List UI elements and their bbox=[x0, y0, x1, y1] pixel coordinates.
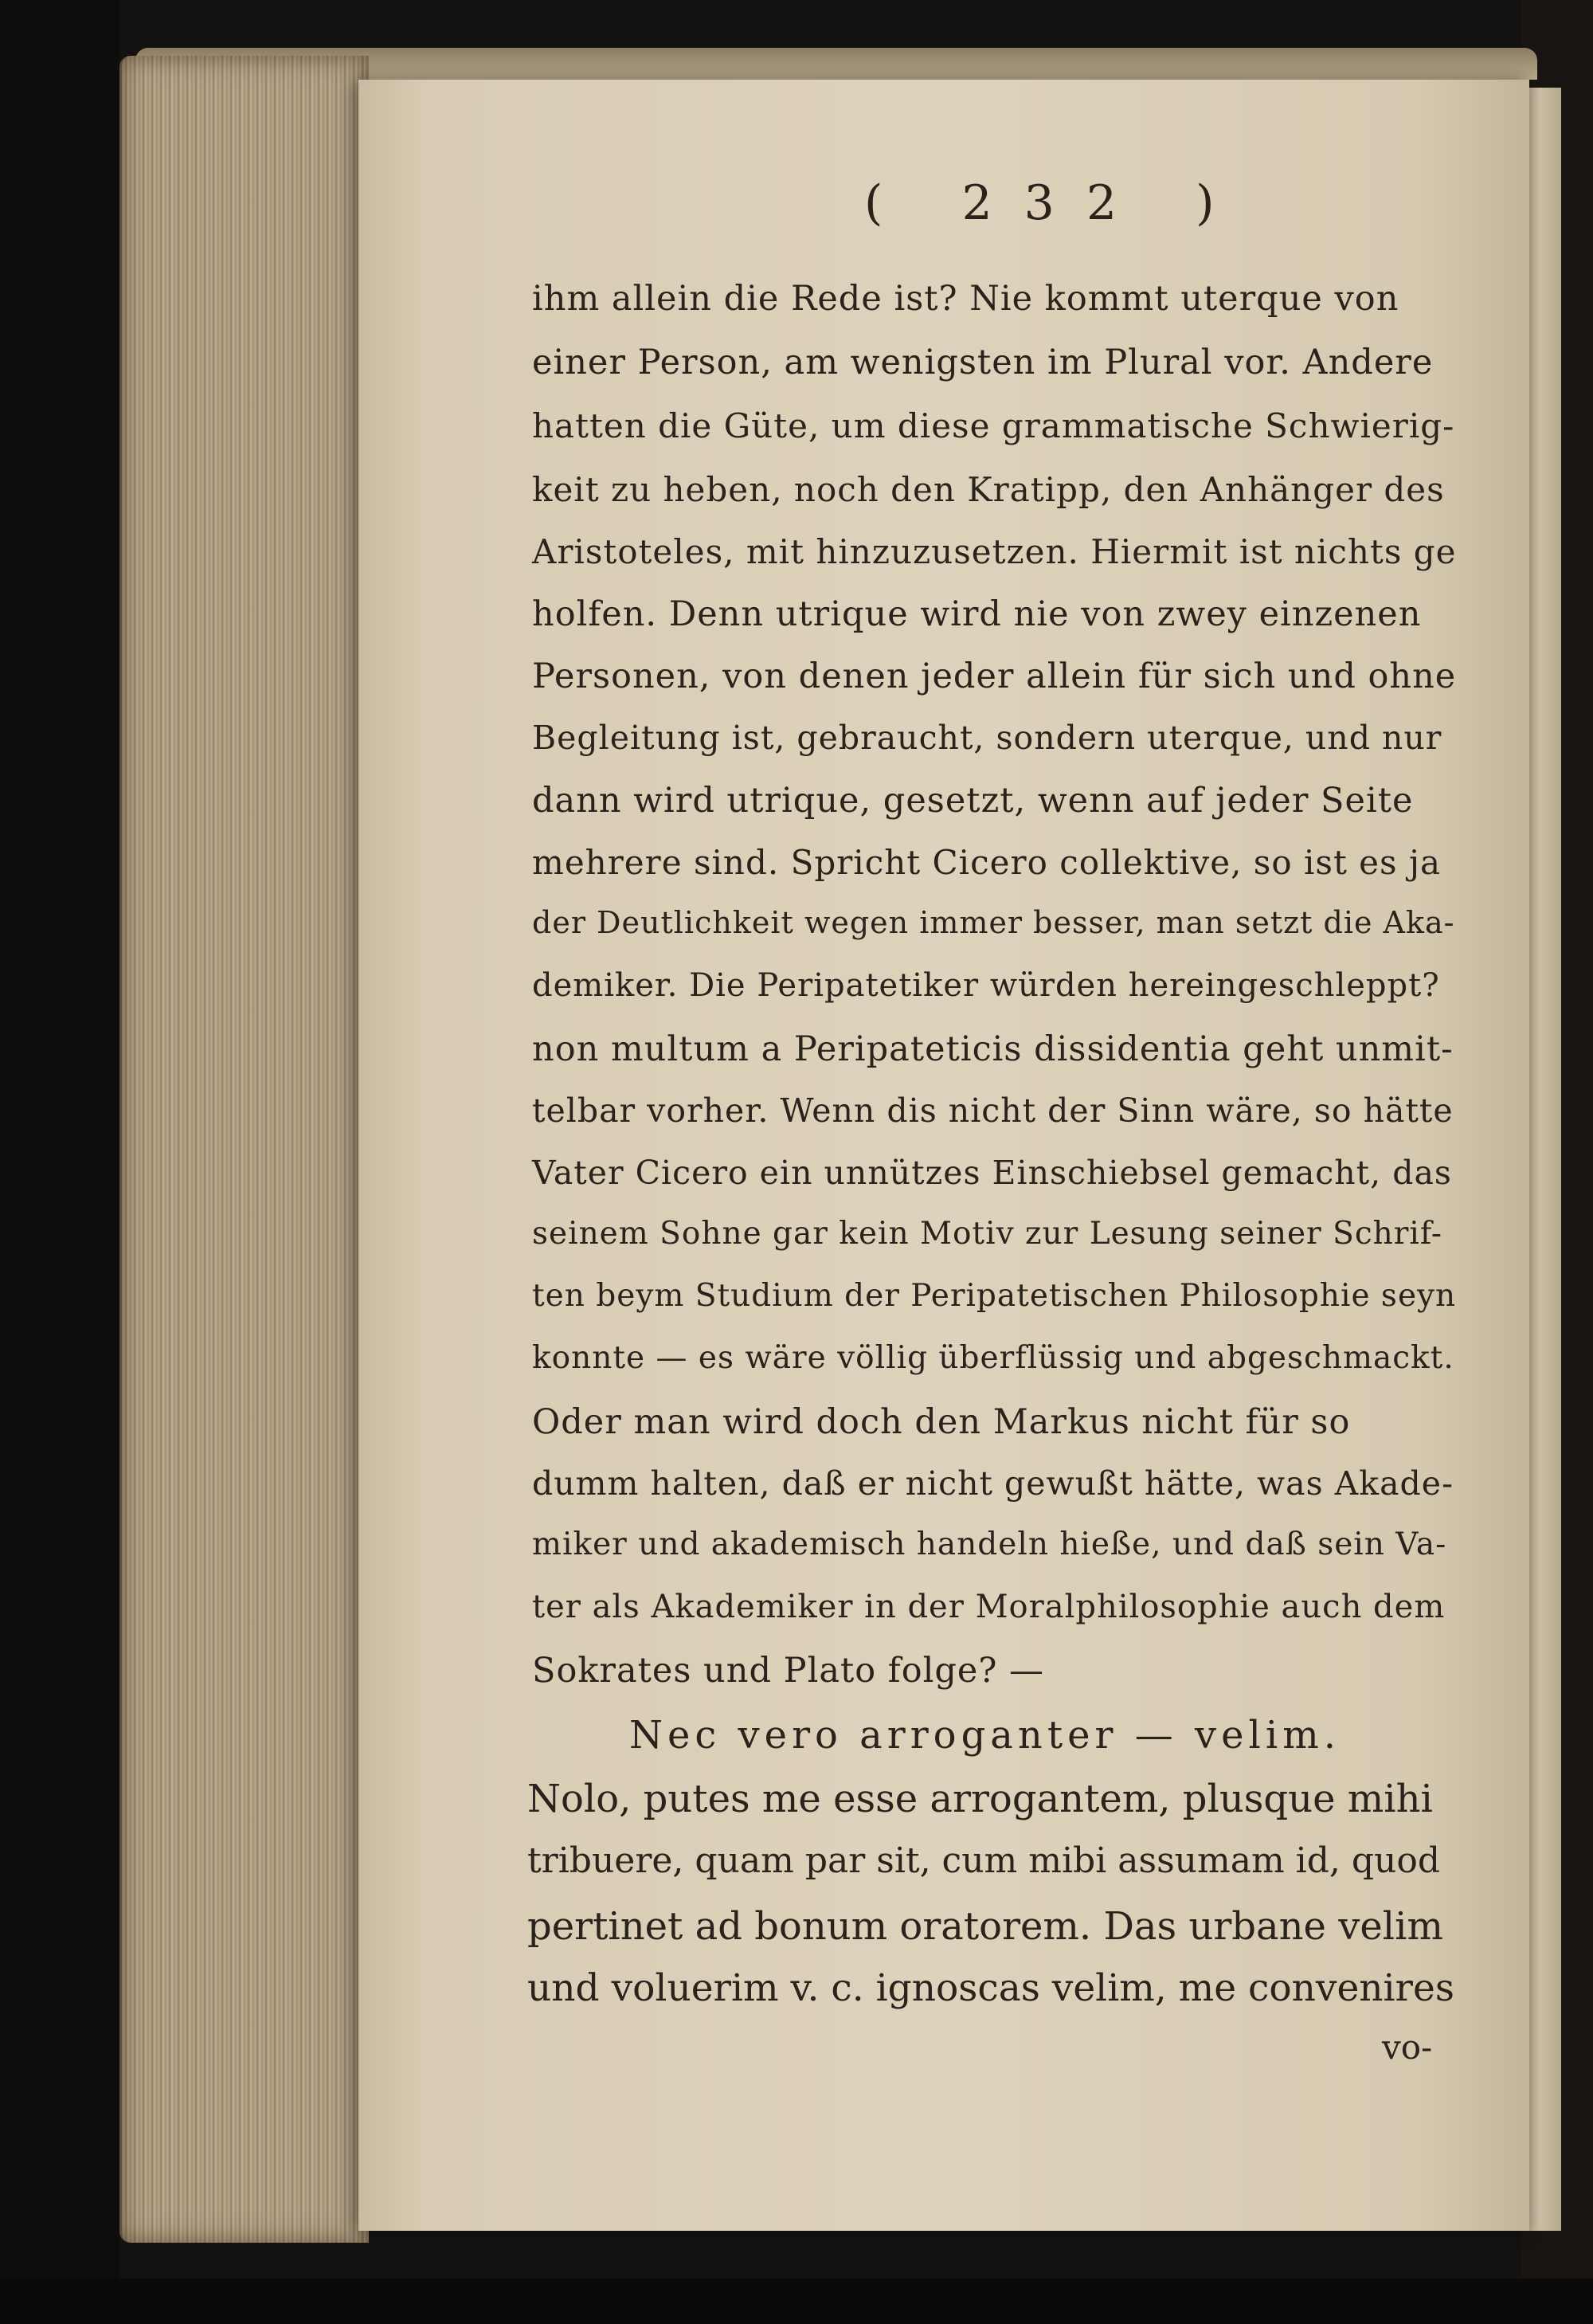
latin-line: tribuere, quam par sit, cum mibi assumam id, quod bbox=[527, 1840, 1441, 1881]
latin-line: pertinet ad bonum oratorem. Das urbane velim bbox=[527, 1904, 1443, 1949]
text-line: keit zu heben, noch den Kratipp, den Anhänger des bbox=[532, 470, 1445, 509]
text-line: konnte — es wäre völlig überflüssig und abgeschmackt. bbox=[532, 1340, 1454, 1376]
text-line: der Deutlichkeit wegen immer besser, man setzt die Aka- bbox=[532, 905, 1455, 940]
text-line: mehrere sind. Spricht Cicero collektive, so ist es ja bbox=[532, 843, 1442, 882]
text-line: non multum a Peripateticis dissidentia geht unmit- bbox=[532, 1029, 1454, 1069]
text-line: miker und akademisch handeln hieße, und daß sein Va- bbox=[532, 1526, 1447, 1562]
background-left bbox=[0, 0, 119, 2324]
text-line: dann wird utrique, gesetzt, wenn auf jeder Seite bbox=[532, 781, 1414, 821]
page-number: ( 232 ) bbox=[864, 175, 1247, 231]
background-bottom bbox=[0, 2279, 1593, 2324]
text-line: ten beym Studium der Peripatetischen Philosophie seyn bbox=[532, 1278, 1457, 1314]
book-fore-edge bbox=[119, 56, 369, 2243]
text-line: hatten die Güte, um diese grammatische Schwierig- bbox=[532, 406, 1455, 445]
text-line: Begleitung ist, gebraucht, sondern uterque, und nur bbox=[532, 719, 1442, 757]
text-line: einer Person, am wenigsten im Plural vor. Andere bbox=[532, 343, 1434, 382]
text-line: dumm halten, daß er nicht gewußt hätte, was Akade- bbox=[532, 1464, 1454, 1503]
text-line: Oder man wird doch den Markus nicht für so bbox=[532, 1402, 1351, 1442]
text-line: seinem Sohne gar kein Motiv zur Lesung seiner Schrif- bbox=[532, 1216, 1443, 1252]
text-line: holfen. Denn utrique wird nie von zwey einzenen bbox=[532, 594, 1422, 634]
latin-line: Nolo, putes me esse arrogantem, plusque mihi bbox=[527, 1777, 1433, 1821]
catchword: vo- bbox=[1382, 2028, 1433, 2067]
latin-line: und voluerim v. c. ignoscas velim, me convenires bbox=[527, 1966, 1454, 2010]
latin-line: Nec vero arroganter — velim. bbox=[629, 1713, 1341, 1758]
text-line: demiker. Die Peripatetiker würden hereingeschleppt? bbox=[532, 967, 1440, 1004]
text-line: Sokrates und Plato folge? — bbox=[532, 1651, 1045, 1691]
text-line: Vater Cicero ein unnützes Einschiebsel gemacht, das bbox=[532, 1154, 1452, 1192]
text-line: Aristoteles, mit hinzuzusetzen. Hiermit ist nichts ge bbox=[532, 532, 1457, 571]
page-right-fold bbox=[1525, 88, 1561, 2231]
text-line: ihm allein die Rede ist? Nie kommt uterque von bbox=[532, 279, 1399, 319]
text-line: Personen, von denen jeder allein für sich und ohne bbox=[532, 656, 1457, 696]
text-line: telbar vorher. Wenn dis nicht der Sinn wäre, so hätte bbox=[532, 1091, 1454, 1130]
text-line: ter als Akademiker in der Moralphilosophie auch dem bbox=[532, 1589, 1446, 1625]
